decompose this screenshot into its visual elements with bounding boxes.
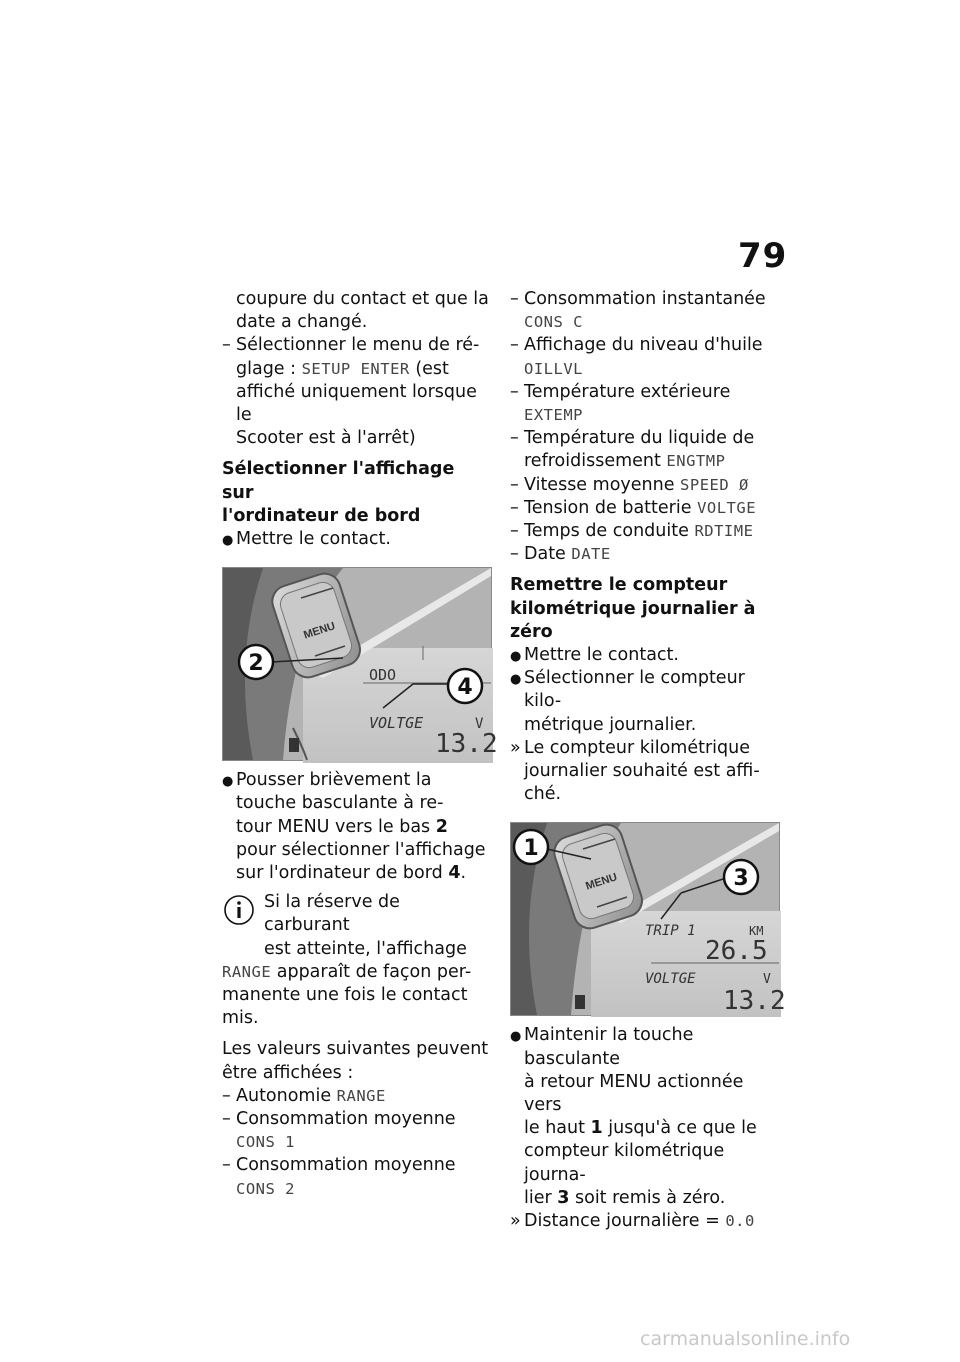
bullet-ignition-on-2: ● Mettre le contact. [510,644,782,667]
lcd-trip-value: 26.5 [705,936,768,967]
bullet-hold-menu: ● Maintenir la touche basculante à retour MENU actionnée vers le haut 1 jusqu'à ce que le compteur kilométrique journa- lier 3 soit remis à zéro. [510,1025,757,1208]
bullet-push-menu: ● Pousser brièvement la touche basculante à re- tour MENU vers le bas 2 pour sélectionner l'affichage sur l'ordinateur de bord 4. [222,770,486,884]
lcd-voltage-value: 13.2 [723,986,786,1017]
watermark: carmanualsonline.info [640,1328,851,1350]
callout-3: 3 [733,866,749,892]
dash-item-speed: – Vitesse moyenne SPEED Ø [510,474,782,497]
dash-item-oillvl: – Affichage du niveau d'huile OILLVL [510,335,763,378]
callout-2: 2 [248,651,264,677]
callout-1: 1 [523,836,539,862]
figure-menu-switch-trip [510,822,786,1017]
dash-item-range: – Autonomie RANGE [222,1085,490,1108]
info-note-reserve: Si la réserve de carburant est atteinte, l'affichage [222,891,490,961]
section-heading-reset-trip: Remettre le compteur kilométrique journalier à zéro [510,575,756,642]
menu-switch-label: MENU [302,620,337,642]
section-heading-select-display: Sélectionner l'affichage sur l'ordinateur de bord [222,459,455,526]
result-trip-displayed: » Le compteur kilométrique journalier souhaité est affi- ché. [510,737,760,805]
info-icon [222,893,256,927]
figure-menu-switch-voltge [222,567,498,761]
lcd-unit-v: V [475,716,484,733]
dash-item-date: – Date DATE [510,543,782,566]
bullet-marker: ● [222,533,234,549]
right-column [510,288,786,1233]
result-trip-reset: » Distance journalière = 0.0 [510,1210,782,1233]
lcd-voltge-label: VOLTGE [369,714,424,733]
dash-item-cons1: – Consommation moyenne CONS 1 [222,1109,456,1152]
figure-illustration [511,823,786,1017]
dash-item-setup-menu: – Sélectionner le menu de ré- glage : SETUP ENTER (est affiché uniquement lorsque le Scooter est à l'arrêt) [222,335,480,449]
figure-illustration [223,568,498,760]
callout-4: 4 [457,675,473,701]
dash-item-consc: – Consommation instantanée CONS C [510,289,766,332]
lcd-voltage-value: 13.2 [435,729,498,760]
dash-item-cons2: – Consommation moyenne CONS 2 [222,1155,456,1198]
lcd-odo-label: ODO [369,666,397,685]
dash-marker: – [222,1155,231,1176]
lcd-unit-km: KM [749,924,764,939]
paragraph-continuation: coupure du contact et que la date a changé. [236,289,489,333]
bullet-marker: ● [510,672,522,688]
dash-marker: – [510,428,519,449]
bullet-ignition-on: ● Mettre le contact. [222,528,490,551]
lcd-trip-label: TRIP 1 [645,923,696,940]
dash-item-rdtime: – Temps de conduite RDTIME [510,520,782,543]
lcd-voltge-label: VOLTGE [645,971,696,988]
code-range: RANGE [222,962,272,981]
paragraph-values-intro: Les valeurs suivantes peuvent être affichées : [222,1039,489,1083]
bullet-marker: ● [222,774,234,790]
dash-marker: – [510,521,519,542]
code-setup-enter: SETUP ENTER [301,359,410,378]
page-number: 79 [738,236,788,276]
info-note-continuation: RANGE apparaît de façon per- manente une fois le contact mis. [222,961,472,1029]
dash-marker: – [222,1109,231,1130]
dash-item-engtmp: – Température du liquide de refroidissement ENGTMP [510,428,755,472]
dash-marker: – [222,335,231,356]
dash-marker: – [510,474,519,495]
dash-marker: – [510,381,519,402]
dash-marker: – [222,1085,231,1106]
dash-marker: – [510,497,519,518]
bullet-marker: ● [510,649,522,665]
result-marker: » [510,1211,521,1232]
lcd-unit-v: V [763,972,771,988]
left-column [222,288,498,1201]
dash-marker: – [510,289,519,309]
dash-item-extemp: – Température extérieure EXTEMP [510,381,731,425]
dash-marker: – [510,544,519,565]
menu-switch-label: MENU [584,871,619,894]
bullet-select-trip: ● Sélectionner le compteur kilo- métrique journalier. [510,668,745,735]
dash-marker: – [510,335,519,356]
result-marker: » [510,737,521,758]
bullet-marker: ● [510,1029,522,1045]
dash-item-voltge: – Tension de batterie VOLTGE [510,497,782,520]
